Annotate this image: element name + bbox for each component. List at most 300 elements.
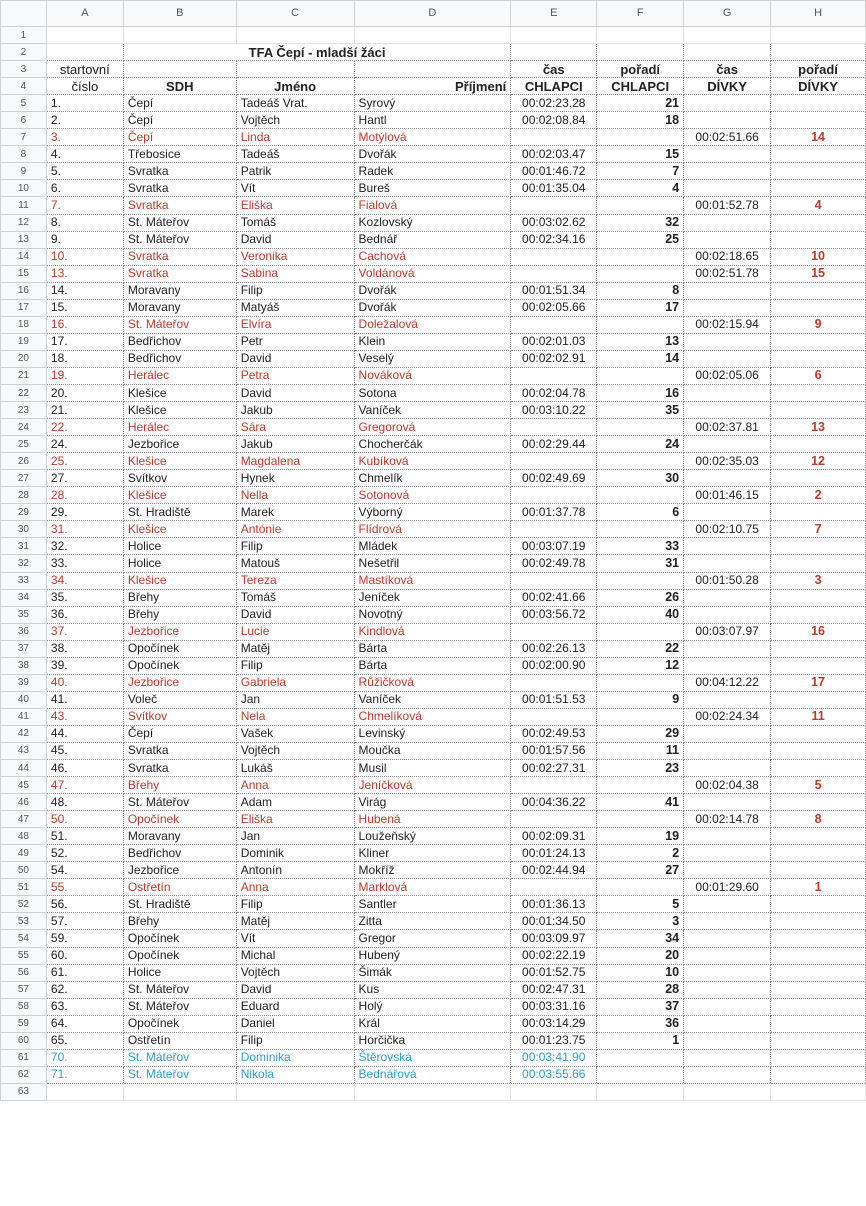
rank-boys-cell[interactable]: 16 <box>597 384 684 401</box>
start-number-cell[interactable]: 8. <box>46 214 123 231</box>
row-header[interactable]: 9 <box>1 163 47 180</box>
time-boys-cell[interactable] <box>511 623 597 640</box>
time-girls-cell[interactable] <box>684 1015 771 1032</box>
rank-boys-cell[interactable] <box>597 197 684 214</box>
row-header[interactable]: 15 <box>1 265 47 282</box>
rank-girls-cell[interactable] <box>771 384 866 401</box>
surname-cell[interactable]: Syrový <box>354 95 511 112</box>
time-boys-cell[interactable]: 00:01:37.78 <box>511 504 597 521</box>
surname-cell[interactable]: Holý <box>354 998 511 1015</box>
sheet-title[interactable]: TFA Čepí - mladší žáci <box>123 44 510 61</box>
time-boys-cell[interactable]: 00:02:34.16 <box>511 231 597 248</box>
start-number-cell[interactable]: 40. <box>46 674 123 691</box>
header-start-number[interactable]: číslo <box>46 78 123 95</box>
first-name-cell[interactable]: Jan <box>236 691 354 708</box>
surname-cell[interactable]: Virág <box>354 794 511 811</box>
rank-girls-cell[interactable]: 12 <box>771 453 866 470</box>
rank-boys-cell[interactable]: 11 <box>597 742 684 759</box>
rank-girls-cell[interactable] <box>771 691 866 708</box>
time-boys-cell[interactable] <box>511 129 597 146</box>
time-boys-cell[interactable]: 00:01:34.50 <box>511 913 597 930</box>
cell[interactable] <box>771 27 866 44</box>
time-boys-cell[interactable]: 00:01:57.56 <box>511 742 597 759</box>
surname-cell[interactable]: Chocherčák <box>354 436 511 453</box>
row-header[interactable]: 43 <box>1 742 47 759</box>
surname-cell[interactable]: Doležalová <box>354 316 511 333</box>
sdh-cell[interactable]: Břehy <box>123 913 236 930</box>
rank-boys-cell[interactable]: 2 <box>597 845 684 862</box>
row-header[interactable]: 30 <box>1 521 47 538</box>
rank-girls-cell[interactable] <box>771 589 866 606</box>
rank-girls-cell[interactable] <box>771 981 866 998</box>
sdh-cell[interactable]: St. Máteřov <box>123 1066 236 1083</box>
start-number-cell[interactable]: 51. <box>46 828 123 845</box>
rank-girls-cell[interactable] <box>771 538 866 555</box>
time-girls-cell[interactable] <box>684 470 771 487</box>
row-header[interactable]: 40 <box>1 691 47 708</box>
first-name-cell[interactable]: Dominik <box>236 845 354 862</box>
row-header[interactable]: 62 <box>1 1066 47 1083</box>
column-header-c[interactable]: C <box>236 1 354 27</box>
time-girls-cell[interactable]: 00:02:05.06 <box>684 367 771 384</box>
rank-boys-cell[interactable]: 34 <box>597 930 684 947</box>
rank-boys-cell[interactable]: 15 <box>597 146 684 163</box>
cell[interactable] <box>354 1083 511 1100</box>
first-name-cell[interactable]: Hynek <box>236 470 354 487</box>
rank-boys-cell[interactable]: 6 <box>597 504 684 521</box>
surname-cell[interactable]: Růžičková <box>354 674 511 691</box>
rank-girls-cell[interactable] <box>771 350 866 367</box>
rank-girls-cell[interactable] <box>771 742 866 759</box>
rank-boys-cell[interactable]: 24 <box>597 436 684 453</box>
cell[interactable] <box>46 1083 123 1100</box>
row-header[interactable]: 19 <box>1 333 47 350</box>
row-header[interactable]: 39 <box>1 674 47 691</box>
time-girls-cell[interactable]: 00:02:04.38 <box>684 777 771 794</box>
time-boys-cell[interactable] <box>511 879 597 896</box>
start-number-cell[interactable]: 46. <box>46 760 123 777</box>
row-header[interactable]: 58 <box>1 998 47 1015</box>
surname-cell[interactable]: Mokříž <box>354 862 511 879</box>
time-girls-cell[interactable]: 00:01:52.78 <box>684 197 771 214</box>
row-header[interactable]: 23 <box>1 402 47 419</box>
row-header[interactable]: 63 <box>1 1083 47 1100</box>
time-boys-cell[interactable]: 00:03:31.16 <box>511 998 597 1015</box>
first-name-cell[interactable]: Adam <box>236 794 354 811</box>
sdh-cell[interactable]: Klešice <box>123 402 236 419</box>
sdh-cell[interactable]: Opočínek <box>123 640 236 657</box>
row-header[interactable]: 3 <box>1 61 47 78</box>
sdh-cell[interactable]: St. Máteřov <box>123 998 236 1015</box>
row-header[interactable]: 44 <box>1 760 47 777</box>
rank-girls-cell[interactable] <box>771 214 866 231</box>
row-header[interactable]: 20 <box>1 350 47 367</box>
start-number-cell[interactable]: 62. <box>46 981 123 998</box>
start-number-cell[interactable]: 33. <box>46 555 123 572</box>
row-header[interactable]: 54 <box>1 930 47 947</box>
sdh-cell[interactable]: Čepí <box>123 129 236 146</box>
start-number-cell[interactable]: 10. <box>46 248 123 265</box>
rank-girls-cell[interactable] <box>771 964 866 981</box>
surname-cell[interactable]: Horčička <box>354 1032 511 1049</box>
start-number-cell[interactable]: 44. <box>46 725 123 742</box>
time-boys-cell[interactable]: 00:01:36.13 <box>511 896 597 913</box>
time-girls-cell[interactable] <box>684 333 771 350</box>
first-name-cell[interactable]: Filip <box>236 282 354 299</box>
sdh-cell[interactable]: Voleč <box>123 691 236 708</box>
start-number-cell[interactable]: 57. <box>46 913 123 930</box>
time-girls-cell[interactable] <box>684 640 771 657</box>
row-header[interactable]: 31 <box>1 538 47 555</box>
cell[interactable] <box>511 44 597 61</box>
time-boys-cell[interactable]: 00:01:24.13 <box>511 845 597 862</box>
first-name-cell[interactable]: Vít <box>236 180 354 197</box>
sdh-cell[interactable]: Jezbořice <box>123 623 236 640</box>
start-number-cell[interactable]: 50. <box>46 811 123 828</box>
time-girls-cell[interactable] <box>684 896 771 913</box>
row-header[interactable]: 36 <box>1 623 47 640</box>
header-start-number-top[interactable]: startovní <box>46 61 123 78</box>
start-number-cell[interactable]: 38. <box>46 640 123 657</box>
row-header[interactable]: 61 <box>1 1049 47 1066</box>
row-header[interactable]: 50 <box>1 862 47 879</box>
cell[interactable] <box>236 1083 354 1100</box>
time-boys-cell[interactable]: 00:02:49.78 <box>511 555 597 572</box>
rank-girls-cell[interactable] <box>771 998 866 1015</box>
time-boys-cell[interactable]: 00:02:47.31 <box>511 981 597 998</box>
rank-girls-cell[interactable]: 3 <box>771 572 866 589</box>
first-name-cell[interactable]: Antónie <box>236 521 354 538</box>
surname-cell[interactable]: Loužeňský <box>354 828 511 845</box>
start-number-cell[interactable]: 16. <box>46 316 123 333</box>
start-number-cell[interactable]: 2. <box>46 112 123 129</box>
time-girls-cell[interactable]: 00:01:50.28 <box>684 572 771 589</box>
time-boys-cell[interactable]: 00:04:36.22 <box>511 794 597 811</box>
surname-cell[interactable]: Štěrovská <box>354 1049 511 1066</box>
surname-cell[interactable]: Klein <box>354 333 511 350</box>
surname-cell[interactable]: Dvořák <box>354 146 511 163</box>
start-number-cell[interactable]: 54. <box>46 862 123 879</box>
surname-cell[interactable]: Šimák <box>354 964 511 981</box>
sdh-cell[interactable]: Opočínek <box>123 811 236 828</box>
surname-cell[interactable]: Bureš <box>354 180 511 197</box>
rank-boys-cell[interactable]: 7 <box>597 163 684 180</box>
rank-boys-cell[interactable] <box>597 521 684 538</box>
header-rank-girls[interactable]: DÍVKY <box>771 78 866 95</box>
header-first-name[interactable]: Jméno <box>236 78 354 95</box>
sdh-cell[interactable]: Klešice <box>123 521 236 538</box>
surname-cell[interactable]: Bárta <box>354 640 511 657</box>
row-header[interactable]: 14 <box>1 248 47 265</box>
first-name-cell[interactable]: Vašek <box>236 725 354 742</box>
sdh-cell[interactable]: St. Máteřov <box>123 316 236 333</box>
first-name-cell[interactable]: Marek <box>236 504 354 521</box>
start-number-cell[interactable]: 45. <box>46 742 123 759</box>
time-girls-cell[interactable] <box>684 282 771 299</box>
time-girls-cell[interactable] <box>684 112 771 129</box>
row-header[interactable]: 53 <box>1 913 47 930</box>
sdh-cell[interactable]: Jezbořice <box>123 862 236 879</box>
time-girls-cell[interactable] <box>684 964 771 981</box>
row-header[interactable]: 35 <box>1 606 47 623</box>
start-number-cell[interactable]: 14. <box>46 282 123 299</box>
time-boys-cell[interactable] <box>511 453 597 470</box>
time-boys-cell[interactable]: 00:02:44.94 <box>511 862 597 879</box>
first-name-cell[interactable]: David <box>236 231 354 248</box>
time-girls-cell[interactable] <box>684 555 771 572</box>
time-girls-cell[interactable] <box>684 350 771 367</box>
rank-boys-cell[interactable] <box>597 265 684 282</box>
time-boys-cell[interactable] <box>511 487 597 504</box>
sdh-cell[interactable]: Břehy <box>123 606 236 623</box>
time-boys-cell[interactable]: 00:02:04.78 <box>511 384 597 401</box>
sdh-cell[interactable]: Opočínek <box>123 930 236 947</box>
time-girls-cell[interactable] <box>684 384 771 401</box>
sdh-cell[interactable]: Jezbořice <box>123 674 236 691</box>
time-girls-cell[interactable] <box>684 691 771 708</box>
surname-cell[interactable]: Vaníček <box>354 402 511 419</box>
rank-girls-cell[interactable] <box>771 1032 866 1049</box>
header-rank-girls-top[interactable]: pořadí <box>771 61 866 78</box>
surname-cell[interactable]: Král <box>354 1015 511 1032</box>
rank-boys-cell[interactable]: 4 <box>597 180 684 197</box>
time-girls-cell[interactable] <box>684 538 771 555</box>
rank-girls-cell[interactable] <box>771 845 866 862</box>
sdh-cell[interactable]: Svratka <box>123 180 236 197</box>
rank-boys-cell[interactable] <box>597 1049 684 1066</box>
time-boys-cell[interactable]: 00:02:01.03 <box>511 333 597 350</box>
column-header-d[interactable]: D <box>354 1 511 27</box>
header-rank-boys-top[interactable]: pořadí <box>597 61 684 78</box>
first-name-cell[interactable]: Veronika <box>236 248 354 265</box>
sdh-cell[interactable]: Svratka <box>123 248 236 265</box>
time-girls-cell[interactable]: 00:01:29.60 <box>684 879 771 896</box>
rank-girls-cell[interactable]: 8 <box>771 811 866 828</box>
sdh-cell[interactable]: St. Máteřov <box>123 214 236 231</box>
cell[interactable] <box>597 27 684 44</box>
row-header[interactable]: 22 <box>1 384 47 401</box>
rank-boys-cell[interactable]: 22 <box>597 640 684 657</box>
surname-cell[interactable]: Kus <box>354 981 511 998</box>
cell[interactable] <box>123 1083 236 1100</box>
time-boys-cell[interactable]: 00:03:07.19 <box>511 538 597 555</box>
first-name-cell[interactable]: Tadeáš <box>236 146 354 163</box>
first-name-cell[interactable]: Daniel <box>236 1015 354 1032</box>
rank-boys-cell[interactable] <box>597 623 684 640</box>
rank-girls-cell[interactable] <box>771 299 866 316</box>
first-name-cell[interactable]: Patrik <box>236 163 354 180</box>
start-number-cell[interactable]: 39. <box>46 657 123 674</box>
sdh-cell[interactable]: Svratka <box>123 760 236 777</box>
start-number-cell[interactable]: 7. <box>46 197 123 214</box>
surname-cell[interactable]: Radek <box>354 163 511 180</box>
start-number-cell[interactable]: 34. <box>46 572 123 589</box>
start-number-cell[interactable]: 17. <box>46 333 123 350</box>
sdh-cell[interactable]: St. Máteřov <box>123 1049 236 1066</box>
time-boys-cell[interactable]: 00:03:09.97 <box>511 930 597 947</box>
time-girls-cell[interactable] <box>684 1049 771 1066</box>
time-boys-cell[interactable]: 00:02:29.44 <box>511 436 597 453</box>
time-girls-cell[interactable] <box>684 402 771 419</box>
first-name-cell[interactable]: Filip <box>236 538 354 555</box>
start-number-cell[interactable]: 63. <box>46 998 123 1015</box>
sdh-cell[interactable]: Moravany <box>123 299 236 316</box>
time-girls-cell[interactable] <box>684 657 771 674</box>
surname-cell[interactable]: Nováková <box>354 367 511 384</box>
rank-girls-cell[interactable] <box>771 794 866 811</box>
time-boys-cell[interactable] <box>511 777 597 794</box>
first-name-cell[interactable]: Lucie <box>236 623 354 640</box>
rank-boys-cell[interactable]: 12 <box>597 657 684 674</box>
start-number-cell[interactable]: 65. <box>46 1032 123 1049</box>
row-header[interactable]: 48 <box>1 828 47 845</box>
rank-boys-cell[interactable]: 27 <box>597 862 684 879</box>
sdh-cell[interactable]: St. Hradiště <box>123 504 236 521</box>
start-number-cell[interactable]: 28. <box>46 487 123 504</box>
first-name-cell[interactable]: Filip <box>236 657 354 674</box>
row-header[interactable]: 12 <box>1 214 47 231</box>
rank-girls-cell[interactable] <box>771 913 866 930</box>
rank-boys-cell[interactable] <box>597 708 684 725</box>
row-header[interactable]: 56 <box>1 964 47 981</box>
rank-girls-cell[interactable] <box>771 1049 866 1066</box>
sdh-cell[interactable]: Klešice <box>123 572 236 589</box>
sdh-cell[interactable]: Svítkov <box>123 708 236 725</box>
surname-cell[interactable]: Mládek <box>354 538 511 555</box>
rank-boys-cell[interactable]: 31 <box>597 555 684 572</box>
start-number-cell[interactable]: 27. <box>46 470 123 487</box>
first-name-cell[interactable]: David <box>236 606 354 623</box>
time-boys-cell[interactable] <box>511 316 597 333</box>
rank-girls-cell[interactable]: 16 <box>771 623 866 640</box>
rank-girls-cell[interactable]: 15 <box>771 265 866 282</box>
rank-boys-cell[interactable]: 41 <box>597 794 684 811</box>
cell[interactable] <box>597 1083 684 1100</box>
sdh-cell[interactable]: Opočínek <box>123 657 236 674</box>
rank-boys-cell[interactable]: 36 <box>597 1015 684 1032</box>
first-name-cell[interactable]: Nela <box>236 708 354 725</box>
first-name-cell[interactable]: Elvíra <box>236 316 354 333</box>
time-boys-cell[interactable] <box>511 248 597 265</box>
sdh-cell[interactable]: Klešice <box>123 487 236 504</box>
time-boys-cell[interactable]: 00:02:49.69 <box>511 470 597 487</box>
first-name-cell[interactable]: Jan <box>236 828 354 845</box>
row-header[interactable]: 11 <box>1 197 47 214</box>
rank-boys-cell[interactable]: 10 <box>597 964 684 981</box>
rank-girls-cell[interactable] <box>771 504 866 521</box>
first-name-cell[interactable]: Filip <box>236 1032 354 1049</box>
sdh-cell[interactable]: St. Máteřov <box>123 794 236 811</box>
time-girls-cell[interactable]: 00:02:18.65 <box>684 248 771 265</box>
surname-cell[interactable]: Nešetřil <box>354 555 511 572</box>
sdh-cell[interactable]: Bedřichov <box>123 845 236 862</box>
time-boys-cell[interactable]: 00:02:22.19 <box>511 947 597 964</box>
surname-cell[interactable]: Gregor <box>354 930 511 947</box>
sdh-cell[interactable]: Čepí <box>123 95 236 112</box>
time-girls-cell[interactable]: 00:02:35.03 <box>684 453 771 470</box>
rank-girls-cell[interactable] <box>771 146 866 163</box>
first-name-cell[interactable]: Michal <box>236 947 354 964</box>
row-header[interactable]: 13 <box>1 231 47 248</box>
start-number-cell[interactable]: 25. <box>46 453 123 470</box>
time-girls-cell[interactable]: 00:04:12.22 <box>684 674 771 691</box>
sdh-cell[interactable]: Bedřichov <box>123 350 236 367</box>
first-name-cell[interactable]: Tadeáš Vrat. <box>236 95 354 112</box>
surname-cell[interactable]: Kozlovský <box>354 214 511 231</box>
time-girls-cell[interactable] <box>684 1032 771 1049</box>
first-name-cell[interactable]: Vojtěch <box>236 964 354 981</box>
rank-boys-cell[interactable] <box>597 419 684 436</box>
time-girls-cell[interactable] <box>684 1066 771 1083</box>
time-boys-cell[interactable]: 00:02:03.47 <box>511 146 597 163</box>
cell[interactable] <box>511 1083 597 1100</box>
start-number-cell[interactable]: 55. <box>46 879 123 896</box>
rank-boys-cell[interactable]: 28 <box>597 981 684 998</box>
cell[interactable] <box>684 44 771 61</box>
first-name-cell[interactable]: Matyáš <box>236 299 354 316</box>
time-girls-cell[interactable]: 00:02:24.34 <box>684 708 771 725</box>
sdh-cell[interactable]: St. Hradiště <box>123 896 236 913</box>
first-name-cell[interactable]: Dominika <box>236 1049 354 1066</box>
rank-boys-cell[interactable]: 35 <box>597 402 684 419</box>
column-header-g[interactable]: G <box>684 1 771 27</box>
start-number-cell[interactable]: 19. <box>46 367 123 384</box>
sdh-cell[interactable]: Břehy <box>123 777 236 794</box>
start-number-cell[interactable]: 56. <box>46 896 123 913</box>
row-header[interactable]: 24 <box>1 419 47 436</box>
first-name-cell[interactable]: Antonín <box>236 862 354 879</box>
surname-cell[interactable]: Výborný <box>354 504 511 521</box>
first-name-cell[interactable]: Sabina <box>236 265 354 282</box>
surname-cell[interactable]: Vaníček <box>354 691 511 708</box>
time-girls-cell[interactable] <box>684 180 771 197</box>
row-header[interactable]: 1 <box>1 27 47 44</box>
time-girls-cell[interactable] <box>684 146 771 163</box>
rank-boys-cell[interactable]: 8 <box>597 282 684 299</box>
rank-boys-cell[interactable]: 21 <box>597 95 684 112</box>
row-header[interactable]: 21 <box>1 367 47 384</box>
start-number-cell[interactable]: 37. <box>46 623 123 640</box>
rank-girls-cell[interactable] <box>771 1066 866 1083</box>
time-girls-cell[interactable]: 00:02:15.94 <box>684 316 771 333</box>
rank-girls-cell[interactable]: 9 <box>771 316 866 333</box>
rank-girls-cell[interactable]: 6 <box>771 367 866 384</box>
surname-cell[interactable]: Gregorová <box>354 419 511 436</box>
start-number-cell[interactable]: 22. <box>46 419 123 436</box>
time-boys-cell[interactable]: 00:03:41.90 <box>511 1049 597 1066</box>
first-name-cell[interactable]: Vít <box>236 930 354 947</box>
rank-boys-cell[interactable]: 9 <box>597 691 684 708</box>
row-header[interactable]: 29 <box>1 504 47 521</box>
time-girls-cell[interactable] <box>684 845 771 862</box>
row-header[interactable]: 16 <box>1 282 47 299</box>
sdh-cell[interactable]: Třebosice <box>123 146 236 163</box>
first-name-cell[interactable]: Nella <box>236 487 354 504</box>
first-name-cell[interactable]: Tomáš <box>236 589 354 606</box>
rank-boys-cell[interactable]: 14 <box>597 350 684 367</box>
sdh-cell[interactable]: Ostřetín <box>123 1032 236 1049</box>
surname-cell[interactable]: Chmelíková <box>354 708 511 725</box>
time-boys-cell[interactable]: 00:03:55.66 <box>511 1066 597 1083</box>
time-boys-cell[interactable] <box>511 708 597 725</box>
sdh-cell[interactable]: Svratka <box>123 163 236 180</box>
rank-boys-cell[interactable]: 3 <box>597 913 684 930</box>
header-time-girls-top[interactable]: čas <box>684 61 771 78</box>
time-girls-cell[interactable]: 00:03:07.97 <box>684 623 771 640</box>
rank-girls-cell[interactable] <box>771 657 866 674</box>
sdh-cell[interactable]: Holice <box>123 964 236 981</box>
surname-cell[interactable]: Jeníček <box>354 589 511 606</box>
